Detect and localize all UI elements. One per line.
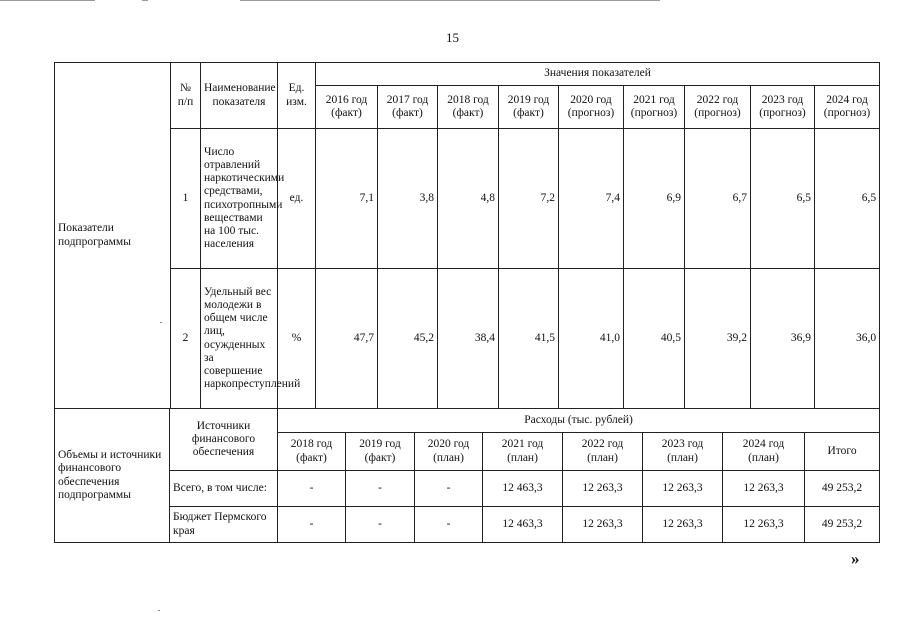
header-indicator-name: Наименование показателя xyxy=(201,63,278,129)
expense-cell: - xyxy=(278,471,346,507)
value-cell: 45,2 xyxy=(378,269,438,409)
finance-section-label: Объемы и источники финансового обеспечения подпрограммы xyxy=(55,409,170,543)
scan-edge-line xyxy=(0,0,95,1)
expense-cell: - xyxy=(415,507,483,543)
year-header: 2018 год (факт) xyxy=(438,86,499,129)
header-unit: Ед. изм. xyxy=(278,63,316,129)
indicator-unit: % xyxy=(278,269,316,409)
header-num: № п/п xyxy=(171,63,201,129)
year-header: 2019 год (факт) xyxy=(499,86,559,129)
value-cell: 41,5 xyxy=(499,269,559,409)
header-values-group: Значения показателей xyxy=(316,63,880,86)
row-num: 2 xyxy=(171,269,201,409)
value-cell: 36,9 xyxy=(751,269,815,409)
expense-cell: 12 263,3 xyxy=(723,471,805,507)
value-cell: 40,5 xyxy=(624,269,685,409)
scan-speck xyxy=(158,610,160,611)
year-header: 2024 год (прогноз) xyxy=(815,86,880,129)
year-header: 2022 год (прогноз) xyxy=(685,86,751,129)
expense-cell: - xyxy=(346,507,415,543)
value-cell: 7,4 xyxy=(559,129,624,269)
funding-source: Бюджет Пермского края xyxy=(170,507,278,543)
expense-cell: 12 463,3 xyxy=(483,507,563,543)
expense-cell: - xyxy=(278,507,346,543)
value-cell: 4,8 xyxy=(438,129,499,269)
expense-cell: - xyxy=(415,471,483,507)
value-cell: 6,5 xyxy=(815,129,880,269)
value-cell: 6,5 xyxy=(751,129,815,269)
indicator-name: Удельный вес молодежи в общем числе лиц, осужденных за совершение наркопреступлений xyxy=(201,269,278,409)
value-cell: 6,9 xyxy=(624,129,685,269)
year-header: 2021 год (план) xyxy=(483,433,563,471)
year-header: 2023 год (прогноз) xyxy=(751,86,815,129)
expense-total: 49 253,2 xyxy=(805,507,880,543)
scan-edge-line xyxy=(240,0,660,1)
expense-cell: 12 263,3 xyxy=(563,507,643,543)
table-row xyxy=(55,269,880,409)
table-row xyxy=(55,471,880,507)
value-cell: 41,0 xyxy=(559,269,624,409)
year-header: 2023 год (план) xyxy=(643,433,723,471)
value-cell: 3,8 xyxy=(378,129,438,269)
funding-source: Всего, в том числе: xyxy=(170,471,278,507)
value-cell: 47,7 xyxy=(316,269,378,409)
header-funding-source: Источники финансового обеспечения xyxy=(170,409,278,471)
value-cell: 7,1 xyxy=(316,129,378,269)
year-header: 2019 год (факт) xyxy=(346,433,415,471)
expense-cell: 12 263,3 xyxy=(643,471,723,507)
scan-speck xyxy=(160,322,162,323)
year-header: 2020 год (прогноз) xyxy=(559,86,624,129)
table-row xyxy=(55,507,880,543)
table-row xyxy=(55,129,880,269)
closing-quote-mark: » xyxy=(851,549,860,568)
value-cell: 38,4 xyxy=(438,269,499,409)
total-header: Итого xyxy=(805,433,880,471)
page-number: 15 xyxy=(446,30,459,45)
value-cell: 36,0 xyxy=(815,269,880,409)
expense-cell: - xyxy=(346,471,415,507)
value-cell: 6,7 xyxy=(685,129,751,269)
finance-table xyxy=(54,408,880,543)
indicators-table xyxy=(54,62,880,409)
scan-edge-line xyxy=(142,0,148,1)
value-cell: 7,2 xyxy=(499,129,559,269)
year-header: 2024 год (план) xyxy=(723,433,805,471)
year-header: 2018 год (факт) xyxy=(278,433,346,471)
year-header: 2017 год (факт) xyxy=(378,86,438,129)
value-cell: 39,2 xyxy=(685,269,751,409)
indicator-unit: ед. xyxy=(278,129,316,269)
year-header: 2021 год (прогноз) xyxy=(624,86,685,129)
expense-total: 49 253,2 xyxy=(805,471,880,507)
header-expenses: Расходы (тыс. рублей) xyxy=(278,409,880,433)
indicator-name: Число отравлений наркотическими средствами, психотропными веществами на 100 тыс. населения xyxy=(201,129,278,269)
year-header: 2016 год (факт) xyxy=(316,86,378,129)
expense-cell: 12 263,3 xyxy=(723,507,805,543)
indicators-section-label: Показатели подпрограммы xyxy=(55,63,171,409)
year-header: 2020 год (план) xyxy=(415,433,483,471)
expense-cell: 12 263,3 xyxy=(643,507,723,543)
year-header: 2022 год (план) xyxy=(563,433,643,471)
row-num: 1 xyxy=(171,129,201,269)
expense-cell: 12 263,3 xyxy=(563,471,643,507)
expense-cell: 12 463,3 xyxy=(483,471,563,507)
